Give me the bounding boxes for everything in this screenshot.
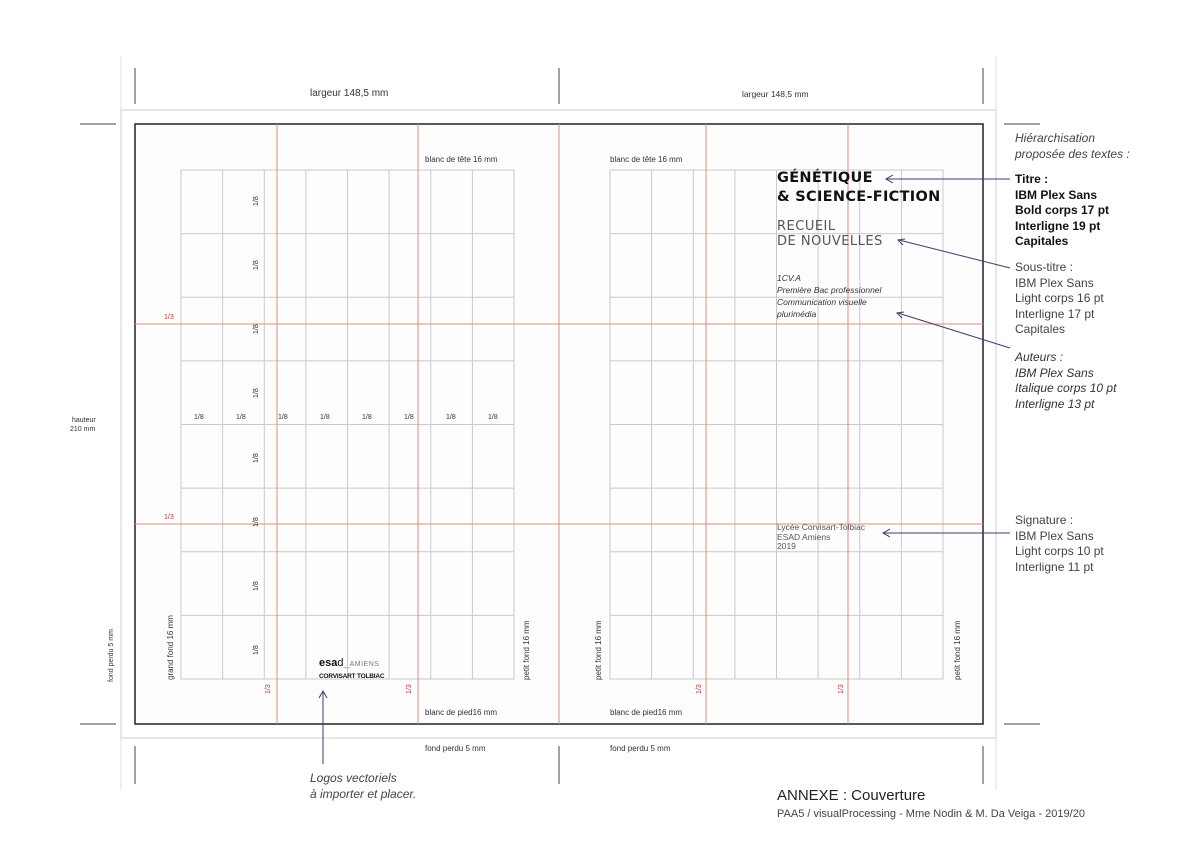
authors-spec-line: Interligne 13 pt (1015, 396, 1095, 411)
third-label: 1/3 (838, 684, 845, 694)
subtitle-spec-line: Capitales (1015, 322, 1066, 336)
width-right-label: largeur 148,5 mm (742, 89, 809, 99)
title-spec-line: Interligne 19 pt (1015, 218, 1101, 233)
gutter-label: grand fond 16 mm (166, 615, 175, 680)
subtitle-spec-line: IBM Plex Sans (1015, 275, 1094, 290)
esad-logo (319, 657, 379, 669)
hierarchy-heading (1015, 131, 1130, 162)
width-left-label: largeur 148,5 mm (310, 88, 389, 99)
row-eighth-label: 1/8 (253, 453, 260, 463)
head-margin-left-label: blanc de tête 16 mm (425, 155, 498, 164)
small-margin-inner-label: petit fond 16 mm (594, 620, 603, 680)
row-eighth-label: 1/8 (253, 324, 260, 334)
row-eighth-label: 1/8 (253, 645, 260, 655)
esad-logo-d: d (337, 657, 344, 669)
cover-title-line-1: GÉNÉTIQUE (777, 170, 873, 186)
signature-spec-line: IBM Plex Sans (1015, 528, 1094, 543)
title-spec-line: Titre : (1015, 172, 1049, 186)
third-label: 1/3 (406, 684, 413, 694)
col-eighth-label: 1/8 (404, 414, 414, 421)
logos-note-line: à importer et placer. (310, 786, 417, 801)
third-label: 1/3 (164, 514, 174, 521)
cover-subtitle-line-2: DE NOUVELLES (777, 234, 883, 249)
hierarchy-heading-line: Hiérarchisation (1015, 131, 1096, 145)
credits-line: PAA5 / visualProcessing - Mme Nodin & M. Da Veiga - 2019/20 (777, 808, 1085, 820)
subtitle-spec-line: Sous-titre : (1015, 260, 1074, 274)
height-label-1: hauteur (72, 417, 96, 424)
cover-authors (777, 272, 881, 320)
third-label: 1/3 (164, 314, 174, 321)
cover-title-line-2: & SCIENCE-FICTION (777, 189, 941, 205)
subtitle-spec (1015, 260, 1104, 338)
foot-margin-right-label: blanc de pied16 mm (610, 708, 683, 717)
col-eighth-label: 1/8 (236, 414, 246, 421)
cover-subtitle-line-1: RECUEIL (777, 219, 836, 234)
signature-spec (1015, 513, 1104, 575)
height-label-2: 210 mm (70, 426, 96, 433)
author-line: 1CV.A (777, 273, 801, 283)
col-eighth-label: 1/8 (488, 414, 498, 421)
small-margin-outer-label: petit fond 16 mm (953, 620, 962, 680)
row-eighth-label: 1/8 (253, 581, 260, 591)
esad-logo-city: AMIENS (349, 661, 380, 668)
signature-spec-line: Light corps 10 pt (1015, 544, 1104, 558)
annexe-title: ANNEXE : Couverture (777, 787, 926, 804)
col-eighth-label: 1/8 (446, 414, 456, 421)
title-spec-line: IBM Plex Sans (1015, 187, 1098, 202)
author-line: Première Bac professionnel (777, 285, 882, 295)
cover-title (777, 169, 941, 207)
cover-subtitle (777, 219, 883, 249)
authors-spec (1015, 350, 1116, 412)
bleed-bottom-right-label: fond perdu 5 mm (610, 744, 671, 753)
esad-logo-bold: esa (319, 657, 338, 669)
bleed-left-label: fond perdu 5 mm (108, 629, 115, 682)
authors-spec-line: IBM Plex Sans (1015, 365, 1094, 380)
author-line: plurimédia (777, 309, 817, 319)
foot-margin-left-label: blanc de pied16 mm (425, 708, 498, 717)
row-eighth-label: 1/8 (253, 260, 260, 270)
subtitle-spec-line: Light corps 16 pt (1015, 291, 1104, 305)
third-label: 1/3 (265, 684, 272, 694)
school-logo: CORVISART TOLBIAC (319, 673, 385, 680)
row-eighth-label: 1/8 (253, 388, 260, 398)
cover-signature (777, 523, 865, 552)
title-spec-line: Capitales (1015, 234, 1069, 248)
authors-spec-line: Auteurs : (1015, 350, 1064, 364)
subtitle-spec-line: Interligne 17 pt (1015, 306, 1095, 321)
title-spec-line: Bold corps 17 pt (1015, 203, 1110, 217)
third-label: 1/3 (696, 684, 703, 694)
col-eighth-label: 1/8 (278, 414, 288, 421)
authors-spec-line: Italique corps 10 pt (1015, 381, 1117, 395)
hierarchy-heading-line: proposée des textes : (1015, 146, 1130, 161)
logos-note-line: Logos vectoriels (310, 771, 397, 785)
logos-note (310, 771, 416, 802)
signature-spec-line: Signature : (1015, 513, 1074, 527)
col-eighth-label: 1/8 (194, 414, 204, 421)
row-eighth-label: 1/8 (253, 517, 260, 527)
signature-spec-line: Interligne 11 pt (1015, 559, 1094, 574)
signature-line: Lycée Corvisart-Tolbiac (777, 522, 866, 532)
col-eighth-label: 1/8 (362, 414, 372, 421)
signature-line: ESAD Amiens (777, 531, 831, 542)
esad-logo-sep: _ (343, 657, 350, 669)
bleed-bottom-left-label: fond perdu 5 mm (425, 744, 486, 753)
row-eighth-label: 1/8 (253, 196, 260, 206)
author-line: Communication visuelle (777, 297, 867, 307)
small-margin-left-label: petit fond 16 mm (522, 620, 531, 680)
head-margin-right-label: blanc de tête 16 mm (610, 155, 683, 164)
signature-line: 2019 (777, 541, 796, 551)
title-spec (1015, 172, 1109, 250)
col-eighth-label: 1/8 (320, 414, 330, 421)
